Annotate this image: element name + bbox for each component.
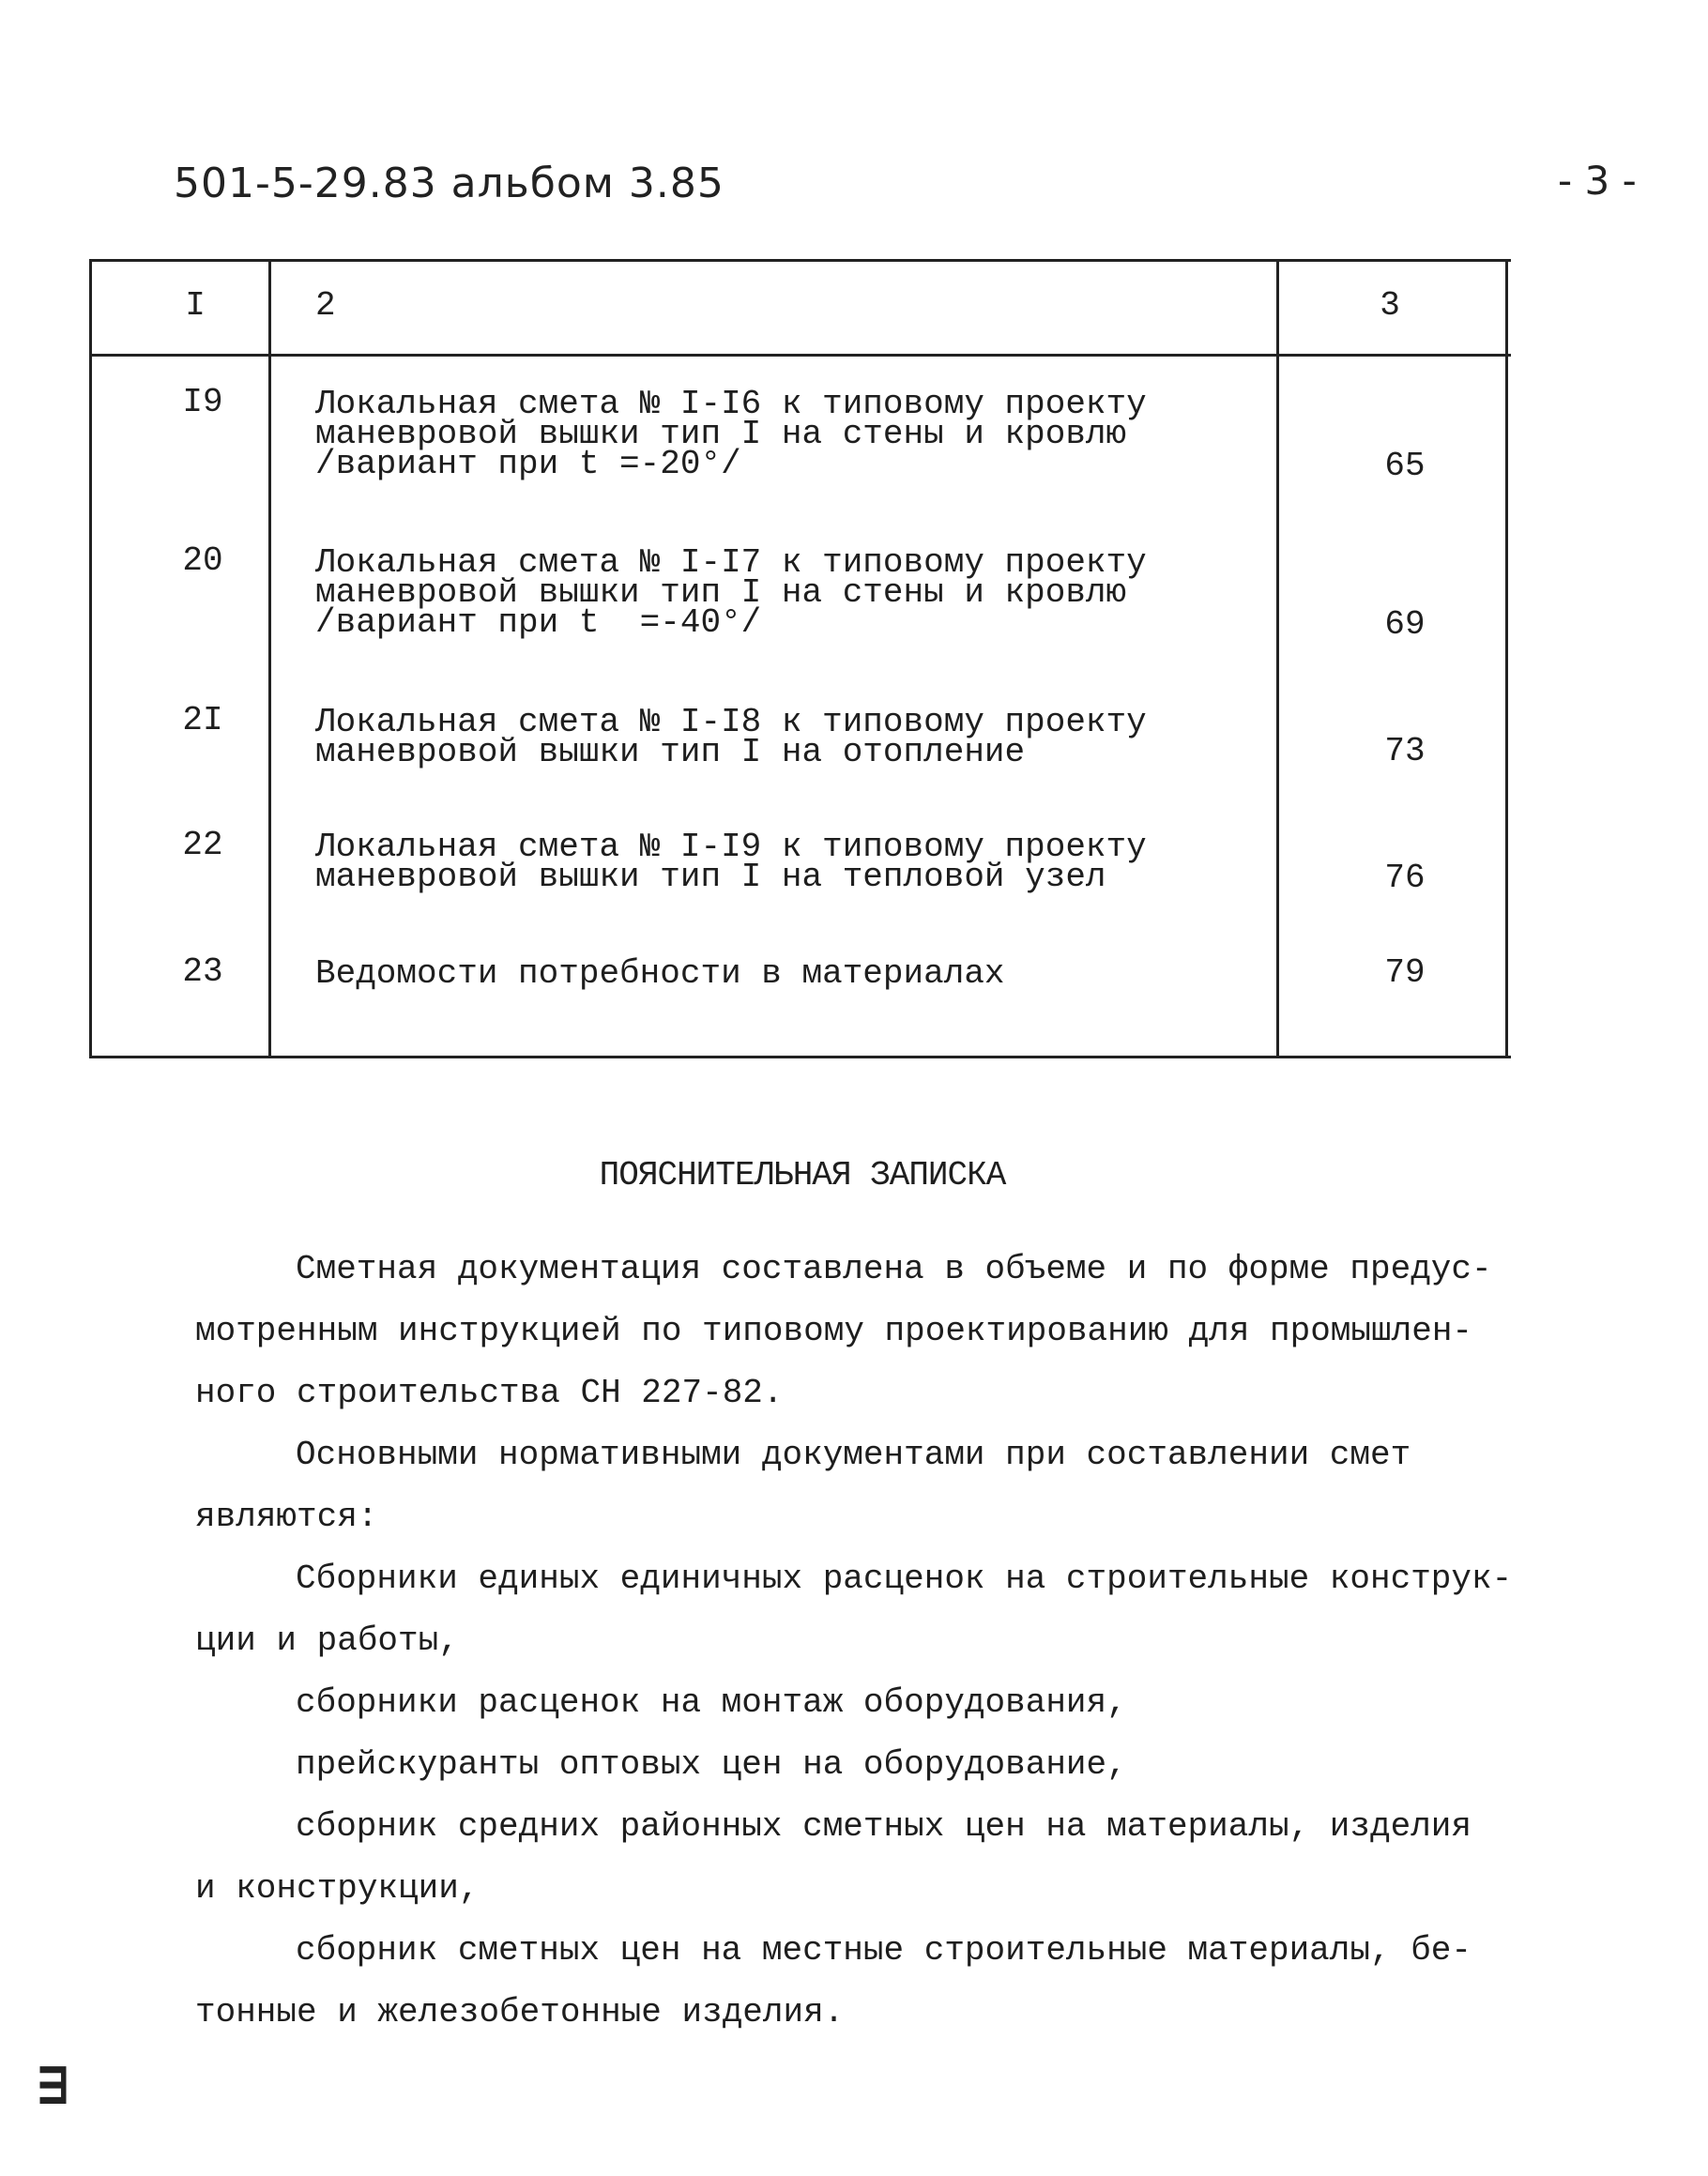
paragraph-line: Сборники единых единичных расценок на строительные конструк- — [296, 1560, 1513, 1598]
paragraph-line: мотренным инструкцией по типовому проектированию для промышлен- — [195, 1312, 1473, 1350]
row-title-line: Ведомости потребности в материалах — [315, 954, 1005, 993]
paragraph-line: тонные и железобетонные изделия. — [195, 1993, 845, 2031]
row-number: 2I — [182, 701, 223, 739]
row-number: 20 — [182, 541, 223, 580]
row-number: I9 — [182, 383, 223, 421]
row-title-line: маневровой вышки тип I на тепловой узел — [315, 858, 1106, 896]
column-divider — [1505, 262, 1508, 1056]
column-header-number: I — [185, 286, 206, 325]
page-number: - 3 - — [1558, 158, 1637, 204]
contents-table — [89, 259, 1511, 1058]
row-title-line: Локальная смета № I-I8 к типовому проекту — [315, 703, 1147, 741]
row-page: 65 — [1384, 447, 1426, 485]
section-title: ПОЯСНИТЕЛЬНАЯ ЗАПИСКА — [599, 1156, 1006, 1195]
paragraph-line: прейскуранты оптовых цен на оборудование, — [296, 1745, 1127, 1784]
paragraph-line: являются: — [195, 1498, 378, 1536]
row-page: 76 — [1384, 859, 1426, 897]
row-title-line: Локальная смета № I-I6 к типовому проекту — [315, 385, 1147, 423]
row-title-line: маневровой вышки тип I на отопление — [315, 733, 1026, 771]
row-title-line: маневровой вышки тип I на стены и кровлю — [315, 415, 1127, 453]
margin-mark: Ш — [33, 2062, 75, 2108]
paragraph-line: сборники расценок на монтаж оборудования, — [296, 1683, 1127, 1722]
paragraph-line: Основными нормативными документами при составлении смет — [296, 1436, 1411, 1474]
paragraph-line: ции и работы, — [195, 1621, 459, 1660]
paragraph-line: сборник сметных цен на местные строительные материалы, бе- — [296, 1931, 1472, 1970]
document-code: 501-5-29.83 альбом 3.85 — [174, 160, 724, 207]
row-title-line: /вариант при t =-20°/ — [315, 445, 741, 483]
paragraph-line: сборник средних районных сметных цен на материалы, изделия — [296, 1807, 1472, 1846]
header-divider — [92, 354, 1511, 357]
paragraph-line: и конструкции, — [195, 1869, 480, 1908]
paragraph-line: ного строительства СН 227-82. — [195, 1374, 784, 1412]
column-header-page: 3 — [1380, 286, 1400, 325]
row-title-line: Локальная смета № I-I9 к типовому проекту — [315, 828, 1147, 866]
row-number: 23 — [182, 952, 223, 991]
column-divider — [1276, 262, 1279, 1056]
row-page: 73 — [1384, 732, 1426, 770]
column-header-title: 2 — [315, 286, 336, 325]
row-title-line: /вариант при t =-40°/ — [315, 603, 762, 642]
row-title-line: Локальная смета № I-I7 к типовому проекту — [315, 543, 1147, 582]
row-number: 22 — [182, 826, 223, 864]
row-title-line: маневровой вышки тип I на стены и кровлю — [315, 573, 1127, 612]
row-page: 79 — [1384, 953, 1426, 992]
column-divider — [268, 262, 271, 1056]
paragraph-line: Сметная документация составлена в объеме и по форме предус- — [296, 1250, 1492, 1288]
row-page: 69 — [1384, 605, 1426, 644]
